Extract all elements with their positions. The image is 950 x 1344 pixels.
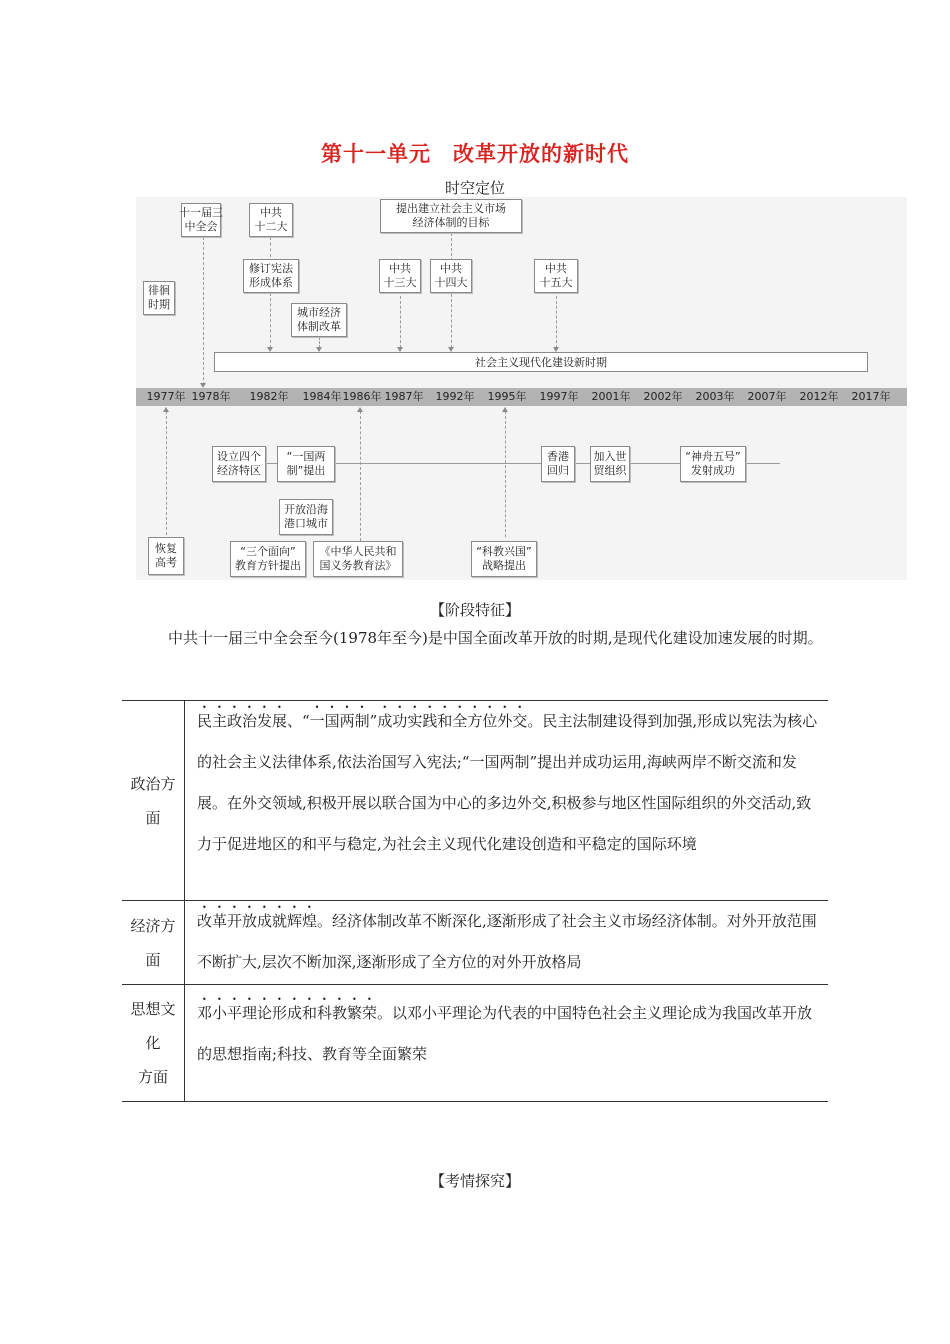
event-three-orientations: “三个面向” 教育方针提出 (230, 541, 306, 577)
event-hongkong: 香港 回归 (541, 446, 575, 482)
event-urban-reform: 城市经济 体制改革 (291, 303, 347, 337)
event-education-law: 《中华人民共和 国义务教育法》 (313, 541, 403, 577)
table-row (122, 701, 828, 901)
year-label: 1984年 (302, 390, 342, 403)
exam-analysis-heading: 【考情探究】 (429, 1172, 520, 1190)
year-label: 1992年 (435, 390, 475, 403)
connector-line (451, 294, 452, 348)
category-text: 政治方 (130, 774, 176, 793)
connector-line (166, 411, 167, 535)
category-text: 方面 (137, 1068, 168, 1086)
connector-line (270, 237, 271, 257)
category-cell (122, 701, 185, 901)
year-label: 1995年 (487, 390, 527, 403)
year-label: 2003年 (695, 390, 735, 403)
event-market-goal: 提出建立社会主义市场 经济体制的目标 (380, 199, 522, 233)
event-cpc-15: 中共 十五大 (534, 259, 578, 293)
stage-features-heading: 【阶段特征】 (429, 601, 520, 619)
key-point: 邓小平理论形成和科教繁荣 (197, 1004, 378, 1022)
connector-line (270, 293, 271, 348)
category-cell (122, 901, 185, 985)
event-sez: 设立四个 经济特区 (212, 446, 266, 482)
year-label: 2012年 (799, 390, 839, 403)
year-label: 2007年 (747, 390, 787, 403)
event-cpc-13: 中共 十三大 (379, 259, 421, 293)
year-label: 2017年 (851, 390, 891, 403)
year-label: 1986年 (342, 390, 382, 403)
connector-arrow (502, 407, 508, 412)
content-cell (185, 985, 829, 1102)
key-point: 民主政治发展、“一国两制”成功实践和全方位外交 (197, 712, 528, 730)
category-text: 面 (145, 808, 161, 827)
category-cell (122, 985, 185, 1102)
category-text: 思想文 (130, 1000, 176, 1018)
content-cell (185, 901, 829, 985)
event-hesitation: 徘徊 时期 (143, 281, 175, 315)
year-label: 1997年 (539, 390, 579, 403)
detail-text: 。经济体制改革不断深化,逐渐形成了社会主义市场经济体制。对外开放范围不断扩大,层次不断加深,逐渐形成了全方位的对外开放格局 (197, 912, 817, 971)
year-label: 1987年 (384, 390, 424, 403)
timeline-caption: 时空定位 (444, 179, 505, 197)
connector-arrow (357, 407, 363, 412)
key-point: 改革开放成就辉煌 (197, 912, 318, 930)
content-cell (185, 701, 829, 901)
event-third-plenum: 十一届三 中全会 (181, 203, 221, 237)
event-shenzhou5: “神舟五号” 发射成功 (680, 446, 746, 482)
category-text: 化 (145, 1034, 161, 1052)
stage-features-table (122, 700, 828, 1102)
event-science-education: “科教兴国” 战略提出 (471, 541, 537, 577)
table-row (122, 901, 828, 985)
connector-arrow (163, 407, 169, 412)
connector-line (203, 237, 204, 385)
connector-line (556, 291, 557, 348)
category-text: 面 (145, 950, 161, 969)
event-gaokao: 恢复 高考 (148, 537, 184, 575)
event-cpc-14: 中共 十四大 (430, 259, 472, 293)
bottom-row-line (630, 463, 680, 464)
category-text: 经济方 (130, 916, 176, 935)
stage-features-intro: 中共十一届三中全会至今(1978年至今)是中国全面改革开放的时期,是现代化建设加速发展的时期。 (168, 629, 823, 647)
connector-line (451, 233, 452, 261)
year-label: 1977年 (146, 390, 186, 403)
event-wto: 加入世 贸组织 (590, 446, 630, 482)
unit-title: 第十一单元 改革开放的新时代 (321, 141, 629, 166)
detail-text: 。以邓小平理论为代表的中国特色社会主义理论成为我国改革开放的思想指南;科技、教育等全面繁荣 (197, 1004, 813, 1063)
event-constitution: 修订宪法 形成体系 (243, 259, 299, 293)
timeline-diagram (136, 197, 907, 580)
detail-text: 。民主法制建设得到加强,形成以宪法为核心的社会主义法律体系,依法治国写入宪法;“一国两制”提出并成功运用,海峡两岸不断交流和发展。在外交领域,积极开展以联合国为中心的多边外交,积极参与地区性国际组织的外交活动,致力于促进地区的和平与稳定,为社会主义现代化建设创造和平稳定的国际环境 (197, 712, 818, 853)
event-cpc-12: 中共 十二大 (249, 203, 293, 237)
event-one-country-two-systems: “一国两 制”提出 (277, 446, 335, 482)
connector-line (360, 411, 361, 541)
connector-line (505, 411, 506, 537)
year-label: 2001年 (591, 390, 631, 403)
connector-line (400, 291, 401, 348)
event-coastal-cities: 开放沿海 港口城市 (279, 499, 333, 535)
year-label: 1982年 (249, 390, 289, 403)
era-bar: 社会主义现代化建设新时期 (214, 352, 868, 372)
year-label: 2002年 (643, 390, 683, 403)
year-label: 1978年 (191, 390, 231, 403)
table-row (122, 985, 828, 1102)
